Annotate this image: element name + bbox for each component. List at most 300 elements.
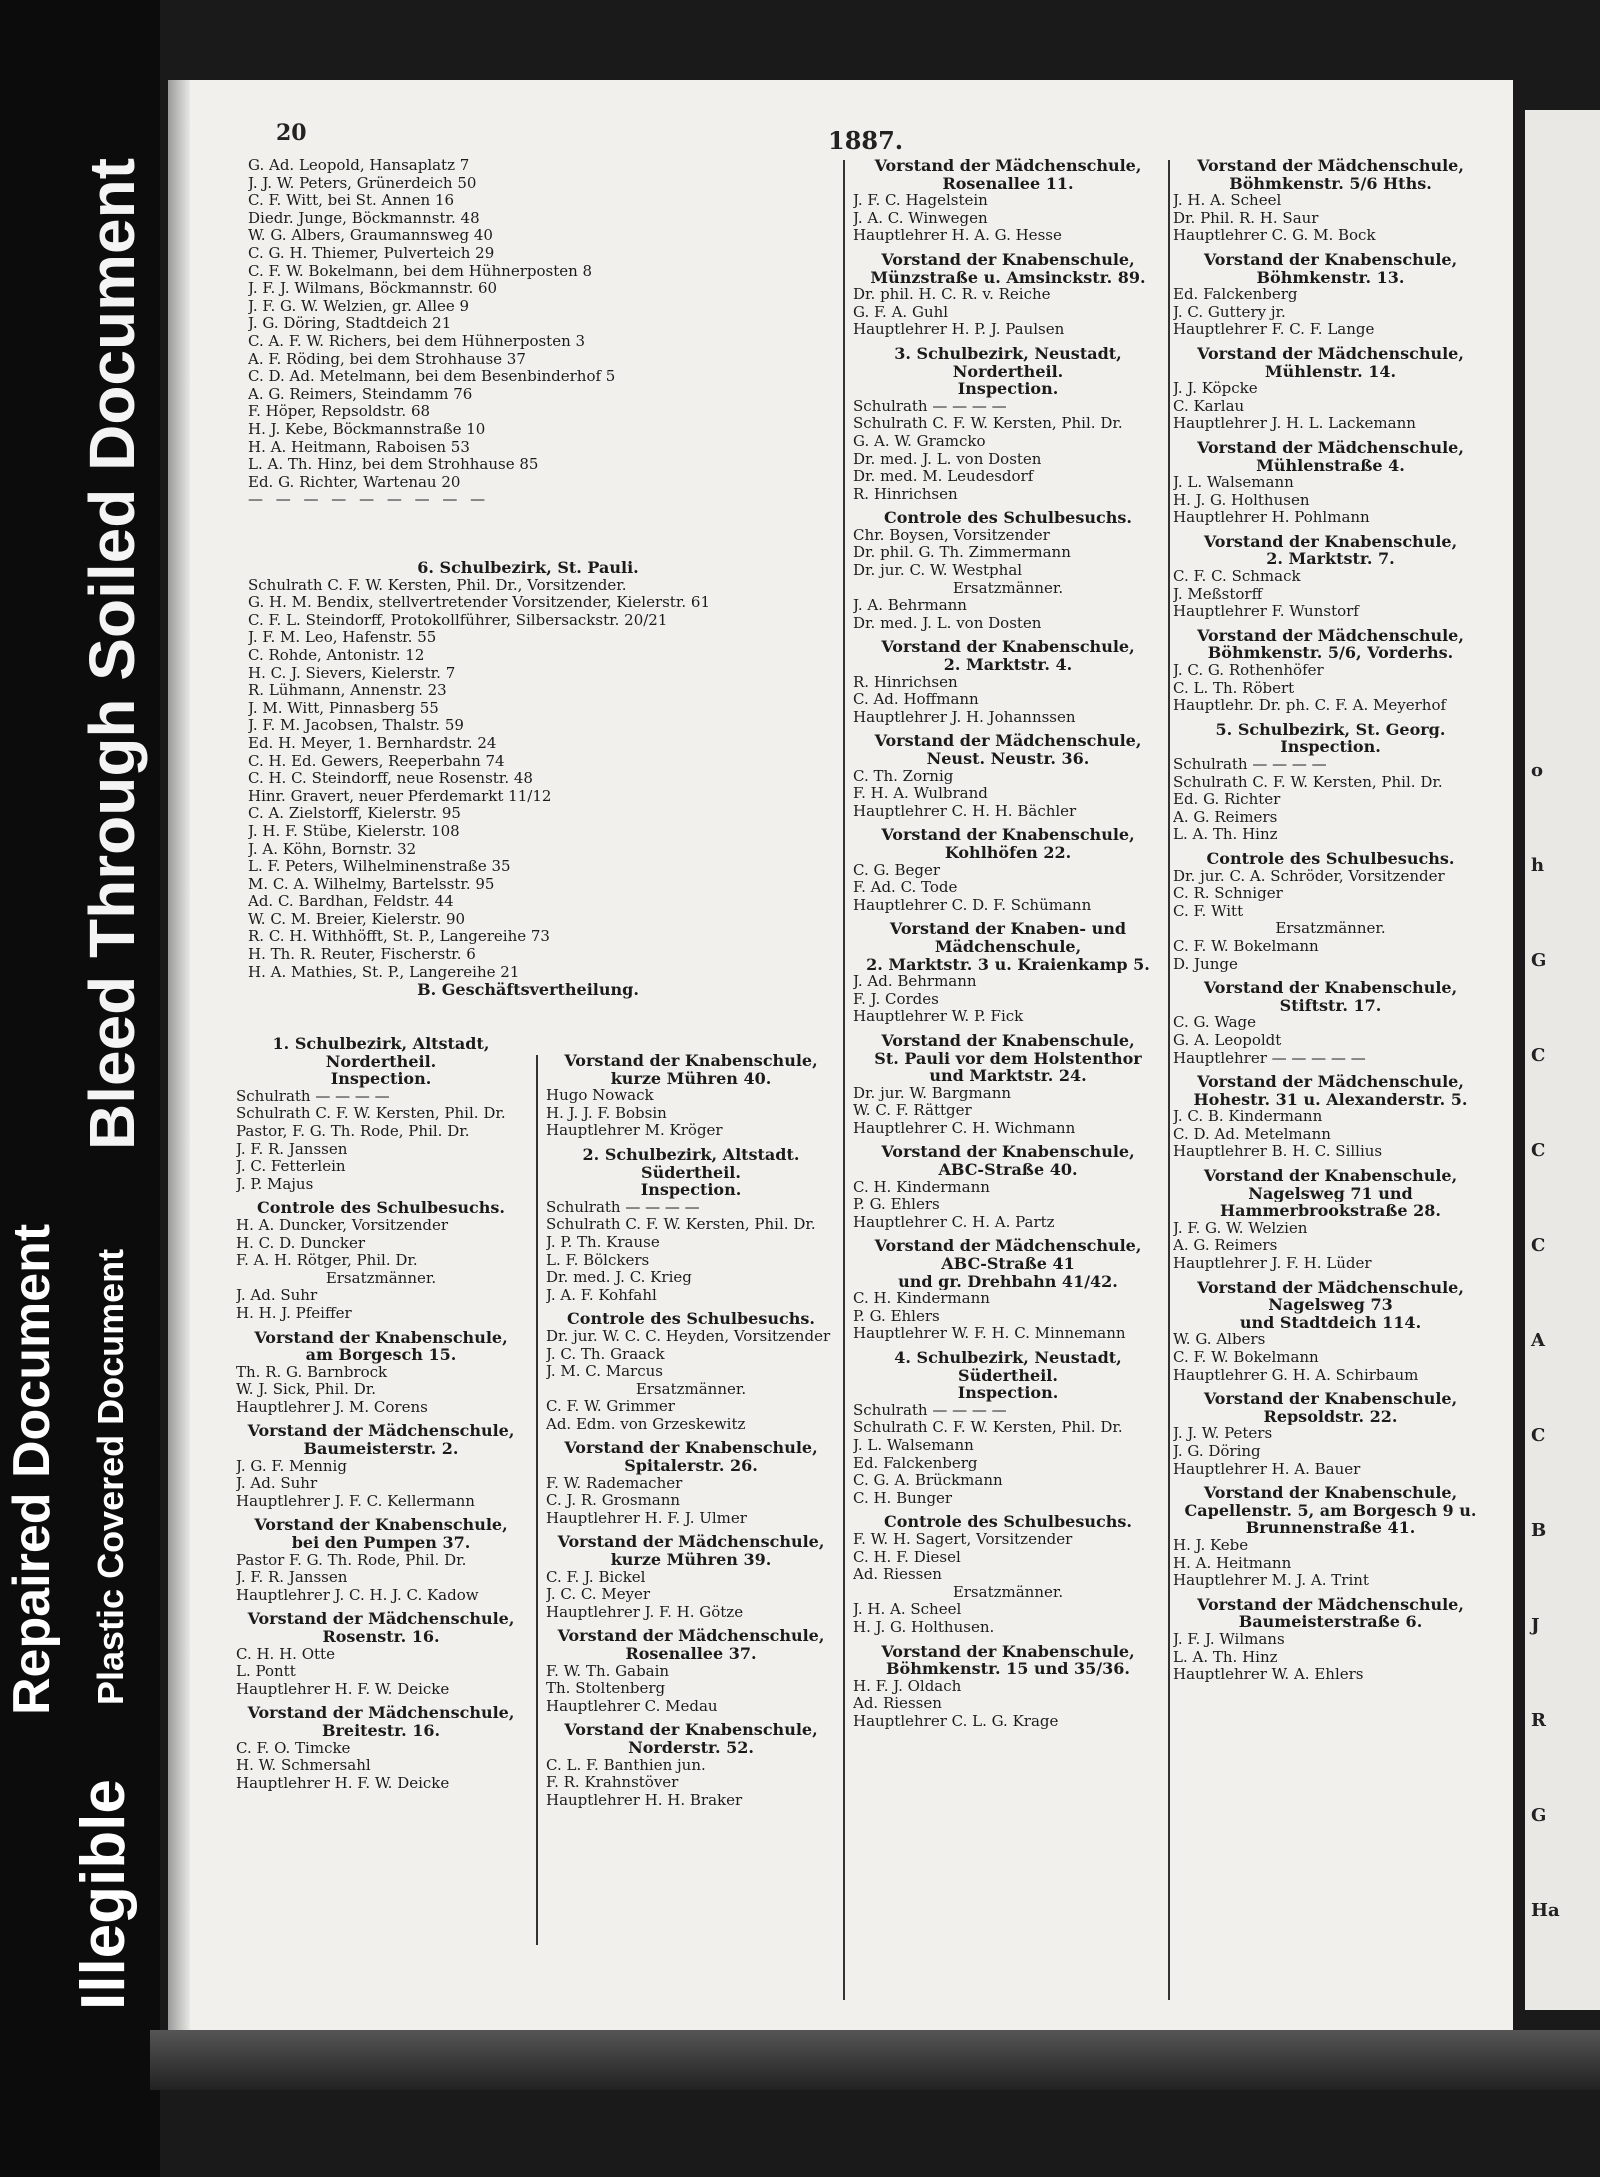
entry-line: Ad. Riessen <box>853 1695 942 1713</box>
entry-line: Schulrath C. F. W. Kersten, Phil. Dr. <box>236 1105 506 1123</box>
entry-line: C. G. H. Thiemer, Pulverteich 29 <box>248 244 495 262</box>
entry-line: L. F. Peters, Wilhelminenstraße 35 <box>248 858 511 876</box>
entry-line: C. D. Ad. Metelmann <box>1173 1125 1331 1143</box>
entry-line: Hauptlehrer H. F. W. Deicke <box>236 1680 450 1698</box>
section-heading: Mühlenstraße 4. <box>1256 456 1405 475</box>
entry-line: Hauptlehrer J. H. L. Lackemann <box>1173 415 1416 433</box>
entry-line: C. F. J. Bickel <box>546 1568 646 1586</box>
entry-line: H. C. J. Sievers, Kielerstr. 7 <box>248 664 456 682</box>
entry-line: Dr. jur. W. C. C. Heyden, Vorsitzender <box>546 1327 831 1345</box>
entry-line: Th. R. G. Barnbrock <box>236 1363 388 1381</box>
entry-line: H. Th. R. Reuter, Fischerstr. 6 <box>248 946 476 964</box>
section-heading: B. Geschäftsvertheilung. <box>417 981 639 999</box>
entry-line: J. L. Walsemann <box>853 1436 974 1454</box>
entry-line: J. F. R. Janssen <box>236 1569 348 1587</box>
entry-line: R. Lühmann, Annenstr. 23 <box>248 682 447 700</box>
entry-line: Hauptlehrer C. D. F. Schümann <box>853 896 1092 914</box>
adjacent-page-edge <box>1525 110 1600 2010</box>
entry-line: Ersatzmänner. <box>325 1269 437 1287</box>
entry-line: Hinr. Gravert, neuer Pferdemarkt 11/12 <box>248 787 552 805</box>
entry-line: Hauptlehrer — — — — — <box>1173 1049 1366 1067</box>
section-heading: Böhmkenstr. 5/6, Vorderhs. <box>1207 644 1454 663</box>
entry-line: G. Ad. Leopold, Hansaplatz 7 <box>248 157 470 174</box>
entry-line: Hauptlehrer C. H. A. Partz <box>853 1213 1055 1231</box>
entry-line: C. F. C. Schmack <box>1173 568 1301 586</box>
entry-line: P. G. Ehlers <box>853 1196 940 1214</box>
section-heading: ABC-Straße 40. <box>938 1161 1078 1179</box>
entry-line: C. L. F. Banthien jun. <box>546 1756 706 1774</box>
entry-line: J. F. J. Wilmans <box>1173 1630 1285 1648</box>
entry-line: W. J. Sick, Phil. Dr. <box>236 1381 377 1399</box>
entry-line: Schulrath — — — — <box>853 1401 1007 1419</box>
entry-line: Dr. phil. H. C. R. v. Reiche <box>853 286 1051 304</box>
entry-line: Hauptlehrer J. H. Johannssen <box>853 708 1076 726</box>
entry-line: J. G. Döring, Stadtdeich 21 <box>248 315 452 333</box>
entry-line: C. Ad. Hoffmann <box>853 691 979 709</box>
section-heading: Norderstr. 52. <box>628 1738 754 1757</box>
entry-line: Ad. C. Bardhan, Feldstr. 44 <box>248 893 454 911</box>
section-heading: Controle des Schulbesuchs. <box>884 1513 1132 1531</box>
entry-line: M. C. A. Wilhelmy, Bartelsstr. 95 <box>248 875 495 893</box>
section-heading: Nordertheil. <box>325 1052 437 1071</box>
section-heading: Baumeisterstr. 2. <box>303 1440 459 1458</box>
section-heading: Vorstand der Mädchenschule, <box>557 1533 825 1552</box>
entry-line: H. J. G. Holthusen. <box>853 1618 995 1636</box>
entry-line: Dr. med. J. L. von Dosten <box>853 450 1042 468</box>
entry-line: R. Hinrichsen <box>853 485 958 503</box>
section-heading: Vorstand der Knabenschule, <box>1203 979 1458 997</box>
section-heading: Vorstand der Mädchenschule, <box>1197 626 1464 645</box>
section-heading: Vorstand der Mädchenschule, <box>247 1704 515 1722</box>
entry-line: Ed. Falckenberg <box>853 1454 978 1472</box>
entry-line: C. L. Th. Röbert <box>1173 679 1295 697</box>
entry-line: Hauptlehrer J. M. Corens <box>236 1398 428 1416</box>
section-heading: Nagelsweg 71 und <box>1248 1184 1413 1203</box>
entry-line: Diedr. Junge, Böckmannstr. 48 <box>248 209 480 227</box>
section-heading: Südertheil. <box>958 1366 1058 1385</box>
entry-line: J. J. Köpcke <box>1173 380 1258 398</box>
entry-line: Hauptlehrer M. J. A. Trint <box>1173 1572 1369 1590</box>
section-heading: Vorstand der Mädchenschule, <box>1197 1073 1464 1091</box>
entry-line: Hauptlehrer J. F. C. Kellermann <box>236 1492 475 1510</box>
entry-line: D. Junge <box>1173 955 1238 973</box>
entry-line: Ersatzmänner. <box>635 1380 747 1398</box>
entry-line: Hauptlehrer H. F. W. Deicke <box>236 1774 450 1792</box>
section-heading: und gr. Drehbahn 41/42. <box>898 1272 1118 1291</box>
section-heading: Vorstand der Mädchenschule, <box>247 1422 515 1441</box>
entry-line: — — — — — — — — — <box>248 491 490 509</box>
entry-line: Schulrath — — — — <box>853 397 1007 415</box>
section-heading: 3. Schulbezirk, Neustadt, <box>894 344 1122 363</box>
entry-line: Hauptlehrer B. H. C. Sillius <box>1173 1143 1383 1161</box>
section-heading: Inspection. <box>957 380 1059 398</box>
edge-glyph: R <box>1531 1710 1546 1731</box>
section-heading: 5. Schulbezirk, St. Georg. <box>1215 720 1446 739</box>
entry-line: H. C. D. Duncker <box>236 1234 366 1252</box>
section-heading: Vorstand der Knabenschule, <box>881 1642 1135 1661</box>
entry-line: Hauptlehrer C. Medau <box>546 1697 718 1715</box>
entry-line: Ed. G. Richter, Wartenau 20 <box>248 473 461 491</box>
entry-line: C. H. C. Steindorff, neue Rosenstr. 48 <box>248 770 533 788</box>
section-heading: Inspection. <box>330 1070 432 1088</box>
entry-line: C. F. O. Timcke <box>236 1739 351 1757</box>
entry-line: Hauptlehrer W. F. H. C. Minnemann <box>853 1325 1126 1343</box>
entry-line: J. F. G. W. Welzien <box>1173 1219 1308 1237</box>
section-heading: ABC-Straße 41 <box>941 1255 1075 1273</box>
section-heading: Vorstand der Knabenschule, <box>564 1721 818 1739</box>
edge-glyph: o <box>1531 760 1544 781</box>
entry-line: L. A. Th. Hinz, bei dem Strohhause 85 <box>248 456 539 474</box>
entry-line: J. A. C. Winwegen <box>853 209 988 227</box>
entry-line: H. J. Kebe <box>1173 1536 1249 1554</box>
entry-line: F. R. Krahnstöver <box>546 1774 679 1792</box>
entry-line: F. J. Cordes <box>853 990 939 1008</box>
entry-line: C. H. Ed. Gewers, Reeperbahn 74 <box>248 752 505 770</box>
entry-line: Hauptlehrer H. A. Bauer <box>1173 1460 1361 1478</box>
section-heading: Vorstand der Mädchenschule, <box>557 1627 825 1645</box>
column-b1 <box>236 1035 526 1792</box>
entry-line: H. J. G. Holthusen <box>1173 491 1310 509</box>
entry-line: L. Pontt <box>236 1663 296 1681</box>
section-heading: Neust. Neustr. 36. <box>926 750 1090 768</box>
section-heading: Vorstand der Knabenschule, <box>1203 1167 1458 1185</box>
entry-line: J. Ad. Suhr <box>236 1475 318 1493</box>
section-heading: Controle des Schulbesuchs. <box>567 1310 815 1328</box>
section-heading: Vorstand der Mädchenschule, <box>1197 1278 1464 1297</box>
entry-line: H. A. Mathies, St. P., Langereihe 21 <box>248 963 520 981</box>
entry-line: Hauptlehrer W. A. Ehlers <box>1173 1666 1364 1684</box>
entry-line: H. A. Duncker, Vorsitzender <box>236 1216 449 1234</box>
entry-line: Hauptlehrer C. L. G. Krage <box>853 1712 1059 1730</box>
edge-glyph: h <box>1531 855 1545 876</box>
entry-line: J. F. M. Leo, Hafenstr. 55 <box>248 629 437 647</box>
section-heading: Südertheil. <box>641 1163 741 1182</box>
entry-line: C. J. R. Grosmann <box>546 1492 681 1510</box>
section-heading: Vorstand der Knabenschule, <box>881 250 1135 269</box>
entry-line: J. Ad. Behrmann <box>853 973 977 991</box>
section-heading: bei den Pumpen 37. <box>291 1534 471 1552</box>
entry-line: Hauptlehrer H. H. Braker <box>546 1791 743 1809</box>
entry-line: Ed. H. Meyer, 1. Bernhardstr. 24 <box>248 734 497 752</box>
entry-line: J. P. Majus <box>236 1175 314 1193</box>
entry-line: Pastor F. G. Th. Rode, Phil. Dr. <box>236 1551 467 1569</box>
entry-line: Dr. jur. C. A. Schröder, Vorsitzender <box>1173 867 1445 885</box>
entry-line: C. A. F. W. Richers, bei dem Hühnerposten 3 <box>248 332 586 350</box>
section-heading: Hohestr. 31 u. Alexanderstr. 5. <box>1193 1090 1468 1109</box>
section-heading: Controle des Schulbesuchs. <box>1206 849 1455 868</box>
entry-line: J. A. F. Kohfahl <box>546 1286 657 1304</box>
entry-line: L. F. Bölckers <box>546 1251 650 1269</box>
label-plastic: Plastic Covered Document <box>90 1248 131 1705</box>
section-heading: Vorstand der Mädchenschule, <box>874 732 1142 750</box>
entry-line: L. A. Th. Hinz <box>1173 826 1278 844</box>
section-heading: 6. Schulbezirk, St. Pauli. <box>417 559 639 577</box>
entry-line: Hauptlehrer C. H. H. Bächler <box>853 802 1077 820</box>
column-b2 <box>546 1052 836 1809</box>
entry-line: C. G. A. Brückmann <box>853 1472 1003 1490</box>
entry-line: J. H. A. Scheel <box>853 1601 962 1619</box>
section-heading: Hammerbrookstraße 28. <box>1220 1202 1441 1220</box>
edge-glyph: B <box>1531 1520 1547 1541</box>
entry-line: Hauptlehrer H. F. J. Ulmer <box>546 1509 747 1527</box>
section-heading: St. Pauli vor dem Holstenthor <box>874 1049 1142 1068</box>
entry-line: C. F. W. Bokelmann <box>1173 937 1319 955</box>
entry-line: F. W. Th. Gabain <box>546 1662 670 1680</box>
entry-line: H. A. Heitmann <box>1173 1554 1292 1572</box>
entry-line: J. A. Köhn, Bornstr. 32 <box>248 840 417 858</box>
section-heading: 1. Schulbezirk, Altstadt, <box>272 1035 490 1053</box>
entry-line: J. C. G. Rothenhöfer <box>1173 662 1324 680</box>
entry-line: C. F. W. Grimmer <box>546 1398 675 1416</box>
entry-line: Hauptlehr. Dr. ph. C. F. A. Meyerhof <box>1173 697 1447 715</box>
section-heading: Vorstand der Mädchenschule, <box>1197 1595 1464 1614</box>
section-heading: und Stadtdeich 114. <box>1239 1313 1422 1332</box>
edge-glyph: C <box>1531 1045 1546 1066</box>
entry-line: C. G. Beger <box>853 861 941 879</box>
section-heading: Böhmkenstr. 13. <box>1256 268 1405 287</box>
address-list-top <box>248 157 688 509</box>
entry-line: Schulrath C. F. W. Kersten, Phil. Dr. <box>546 1216 816 1234</box>
column-rule <box>843 160 845 2000</box>
entry-line: Th. Stoltenberg <box>546 1680 666 1698</box>
entry-line: C. H. Kindermann <box>853 1290 990 1308</box>
entry-line: Ersatzmänner. <box>952 1583 1064 1601</box>
section-heading: Stiftstr. 17. <box>1279 996 1382 1015</box>
entry-line: Hugo Nowack <box>546 1087 654 1105</box>
section-heading: Controle des Schulbesuchs. <box>884 509 1132 527</box>
section-heading: Mühlenstr. 14. <box>1264 362 1397 381</box>
section-heading: am Borgesch 15. <box>305 1346 457 1364</box>
entry-line: Hauptlehrer W. P. Fick <box>853 1008 1024 1026</box>
section-heading: Inspection. <box>957 1384 1059 1402</box>
entry-line: J. A. Behrmann <box>853 597 967 615</box>
entry-line: Schulrath — — — — <box>546 1198 700 1216</box>
entry-line: F. W. H. Sagert, Vorsitzender <box>853 1530 1073 1548</box>
section-heading: Vorstand der Mädchenschule, <box>1197 438 1464 457</box>
section-heading: 2. Marktstr. 7. <box>1266 550 1395 569</box>
section-heading: kurze Mühren 40. <box>610 1069 772 1088</box>
entry-line: G. A. W. Gramcko <box>853 432 986 450</box>
section-heading: Vorstand der Knabenschule, <box>881 638 1135 657</box>
entry-line: H. J. J. F. Bobsin <box>546 1104 667 1122</box>
section-heading: 4. Schulbezirk, Neustadt, <box>894 1349 1122 1367</box>
entry-line: J. F. M. Jacobsen, Thalstr. 59 <box>248 717 464 735</box>
entry-line: J. H. F. Stübe, Kielerstr. 108 <box>248 822 460 840</box>
section-heading: 2. Marktstr. 4. <box>943 656 1073 674</box>
column-c <box>853 157 1163 1730</box>
entry-line: A. F. Röding, bei dem Strohhause 37 <box>248 350 526 368</box>
entry-line: J. F. C. Hagelstein <box>853 192 988 210</box>
section-heading: Vorstand der Mädchenschule, <box>874 157 1142 175</box>
entry-line: H. W. Schmersahl <box>236 1757 371 1775</box>
entry-line: J. Ad. Suhr <box>236 1287 318 1305</box>
entry-line: Ad. Edm. von Grzeskewitz <box>546 1415 746 1433</box>
entry-line: Schulrath C. F. W. Kersten, Phil. Dr., Vorsitzender. <box>248 576 627 594</box>
entry-line: J. H. A. Scheel <box>1173 192 1282 210</box>
section-heading: Rosenstr. 16. <box>322 1628 440 1646</box>
edge-glyph: G <box>1531 1805 1547 1826</box>
entry-line: J. M. C. Marcus <box>546 1363 663 1381</box>
section-heading: Inspection. <box>640 1181 742 1199</box>
section-heading: Vorstand der Knabenschule, <box>254 1516 508 1535</box>
entry-line: W. G. Albers, Graumannsweg 40 <box>248 227 493 245</box>
label-illegible: Illegible <box>69 1779 138 2010</box>
entry-line: C. G. Wage <box>1173 1014 1256 1032</box>
section-heading: Baumeisterstraße 6. <box>1238 1613 1423 1631</box>
entry-line: J. G. F. Mennig <box>236 1457 347 1475</box>
section-heading: Vorstand der Knabenschule, <box>881 1031 1135 1050</box>
entry-line: A. G. Reimers <box>1173 1237 1278 1255</box>
entry-line: F. Höper, Repsoldstr. 68 <box>248 403 431 421</box>
edge-glyph: J <box>1531 1615 1540 1636</box>
entry-line: C. H. Bunger <box>853 1489 953 1507</box>
section-heading: Vorstand der Knabenschule, <box>1203 1390 1458 1408</box>
entry-line: Dr. jur. C. W. Westphal <box>853 562 1023 580</box>
section-heading: Vorstand der Knabenschule, <box>564 1439 818 1458</box>
entry-line: F. Ad. C. Tode <box>853 879 958 897</box>
entry-line: R. Hinrichsen <box>853 673 958 691</box>
entry-line: C. F. W. Bokelmann, bei dem Hühnerposten 8 <box>248 262 593 280</box>
entry-line: Ed. Falckenberg <box>1173 286 1298 304</box>
entry-line: J. J. W. Peters <box>1173 1425 1273 1443</box>
entry-line: Ersatzmänner. <box>1275 920 1386 938</box>
section-heading: Böhmkenstr. 5/6 Hths. <box>1229 174 1432 193</box>
entry-line: Dr. med. J. C. Krieg <box>546 1269 692 1287</box>
entry-line: L. A. Th. Hinz <box>1173 1648 1278 1666</box>
address-list-pauli <box>248 559 808 999</box>
section-heading: Münzstraße u. Amsinckstr. 89. <box>870 268 1146 287</box>
entry-line: C. F. Witt <box>1173 902 1244 920</box>
section-heading: Vorstand der Knabenschule, <box>1203 532 1458 551</box>
entry-line: C. H. F. Diesel <box>853 1548 961 1566</box>
entry-line: J. F. J. Wilmans, Böckmannstr. 60 <box>248 280 498 298</box>
entry-line: J. F. R. Janssen <box>236 1140 348 1158</box>
entry-line: Pastor, F. G. Th. Rode, Phil. Dr. <box>236 1122 470 1140</box>
entry-line: J. C. Th. Graack <box>546 1345 665 1363</box>
entry-line: H. A. Heitmann, Raboisen 53 <box>248 438 470 456</box>
entry-line: Ed. G. Richter <box>1173 791 1281 809</box>
column-rule <box>1168 160 1170 2000</box>
section-heading: Mädchenschule, <box>934 937 1082 956</box>
entry-line: C. H. Kindermann <box>853 1178 990 1196</box>
edge-glyph: C <box>1531 1140 1546 1161</box>
entry-line: J. C. Guttery jr. <box>1173 303 1286 321</box>
entry-line: J. C. B. Kindermann <box>1173 1108 1323 1126</box>
entry-line: C. A. Zielstorff, Kielerstr. 95 <box>248 805 461 823</box>
entry-line: C. F. Witt, bei St. Annen 16 <box>248 192 455 210</box>
section-heading: Vorstand der Knabenschule, <box>254 1328 508 1347</box>
section-heading: Rosenallee 37. <box>625 1645 757 1663</box>
section-heading: Vorstand der Mädchenschule, <box>1197 344 1464 363</box>
entry-line: J. F. G. W. Welzien, gr. Allee 9 <box>248 297 470 315</box>
entry-line: Hauptlehrer C. H. Wichmann <box>853 1119 1076 1137</box>
entry-line: Hauptlehrer M. Kröger <box>546 1122 723 1140</box>
section-heading: Böhmkenstr. 15 und 35/36. <box>886 1660 1130 1678</box>
entry-line: Hauptlehrer J. F. H. Götze <box>546 1603 744 1621</box>
section-heading: Spitalerstr. 26. <box>624 1457 758 1475</box>
entry-line: J. J. W. Peters, Grünerdeich 50 <box>248 174 477 192</box>
entry-line: W. C. M. Breier, Kielerstr. 90 <box>248 910 466 928</box>
edge-glyph: Ha <box>1531 1900 1560 1921</box>
entry-line: Hauptlehrer F. Wunstorf <box>1173 603 1359 621</box>
entry-line: C. H. H. Otte <box>236 1645 335 1663</box>
entry-line: A. G. Reimers <box>1173 808 1278 826</box>
section-heading: und Marktstr. 24. <box>929 1067 1087 1085</box>
entry-line: J. L. Walsemann <box>1173 474 1294 492</box>
label-repaired: Repaired Document <box>3 1223 61 1715</box>
section-heading: Nagelsweg 73 <box>1268 1296 1393 1314</box>
entry-line: W. G. Albers <box>1173 1331 1266 1349</box>
section-heading: kurze Mühren 39. <box>610 1551 772 1569</box>
entry-line: F. H. A. Wulbrand <box>853 785 988 803</box>
entry-line: Hauptlehrer H. Pohlmann <box>1173 509 1370 527</box>
section-heading: Vorstand der Mädchenschule, <box>874 1237 1142 1256</box>
entry-line: G. F. A. Guhl <box>853 303 949 321</box>
section-heading: Kohlhöfen 22. <box>944 843 1072 862</box>
page-number: 20 <box>276 120 307 146</box>
entry-line: Dr. phil. G. Th. Zimmermann <box>853 544 1071 562</box>
entry-line: Schulrath C. F. W. Kersten, Phil. Dr. <box>853 415 1123 433</box>
entry-line: Hauptlehrer C. G. M. Bock <box>1173 227 1376 245</box>
section-heading: Vorstand der Mädchenschule, <box>247 1610 515 1628</box>
entry-line: C. F. W. Bokelmann <box>1173 1349 1319 1366</box>
entry-line: Schulrath — — — — <box>236 1087 390 1105</box>
entry-line: H. F. J. Oldach <box>853 1677 962 1695</box>
section-heading: Breitestr. 16. <box>321 1721 441 1740</box>
scan-bottom-edge <box>150 2030 1600 2090</box>
section-heading: Vorstand der Knabenschule, <box>881 826 1135 844</box>
section-heading: Controle des Schulbesuchs. <box>257 1199 505 1217</box>
entry-line: F. A. H. Rötger, Phil. Dr. <box>236 1252 418 1270</box>
section-heading: 2. Marktstr. 3 u. Kraienkamp 5. <box>866 955 1150 974</box>
entry-line: Dr. med. M. Leudesdorf <box>853 468 1034 486</box>
section-heading: Vorstand der Knabenschule, <box>881 1143 1135 1162</box>
entry-line: H. J. Kebe, Böckmannstraße 10 <box>248 420 486 438</box>
entry-line: Chr. Boysen, Vorsitzender <box>853 526 1050 544</box>
entry-line: W. C. F. Rättger <box>853 1102 972 1120</box>
entry-line: J. M. Witt, Pinnasberg 55 <box>248 699 439 717</box>
entry-line: J. Meßstorff <box>1173 585 1263 603</box>
entry-line: C. R. Schniger <box>1173 885 1283 903</box>
section-heading: Brunnenstraße 41. <box>1245 1519 1416 1537</box>
section-heading: Nordertheil. <box>952 362 1064 381</box>
edge-glyph: C <box>1531 1425 1546 1446</box>
entry-line: R. C. H. Withhöfft, St. P., Langereihe 73 <box>248 928 550 946</box>
entry-line: Hauptlehrer H. P. J. Paulsen <box>853 321 1065 339</box>
section-heading: Vorstand der Knaben- und <box>889 920 1127 938</box>
page-year: 1887. <box>828 126 904 155</box>
section-heading: Rosenallee 11. <box>942 174 1074 193</box>
column-d <box>1173 157 1488 1684</box>
entry-line: J. C. Fetterlein <box>236 1158 346 1176</box>
document-page <box>168 80 1513 2030</box>
entry-line: J. P. Th. Krause <box>546 1233 660 1251</box>
entry-line: Ersatzmänner. <box>952 579 1064 597</box>
section-heading: Inspection. <box>1280 738 1381 756</box>
entry-line: C. D. Ad. Metelmann, bei dem Besenbinderhof 5 <box>248 368 616 386</box>
entry-line: Dr. med. J. L. von Dosten <box>853 614 1042 632</box>
section-heading: Vorstand der Mädchenschule, <box>1197 157 1464 175</box>
section-heading: Repsoldstr. 22. <box>1263 1407 1398 1426</box>
entry-line: J. G. Döring <box>1173 1442 1261 1460</box>
edge-glyph: A <box>1531 1330 1545 1351</box>
section-heading: Vorstand der Knabenschule, <box>1203 1484 1458 1502</box>
entry-line: C. Karlau <box>1173 397 1245 415</box>
entry-line: G. A. Leopoldt <box>1173 1031 1282 1049</box>
entry-line: Hauptlehrer J. C. H. J. C. Kadow <box>236 1586 479 1604</box>
entry-line: Dr. Phil. R. H. Saur <box>1173 209 1319 227</box>
edge-glyph: C <box>1531 1235 1546 1256</box>
